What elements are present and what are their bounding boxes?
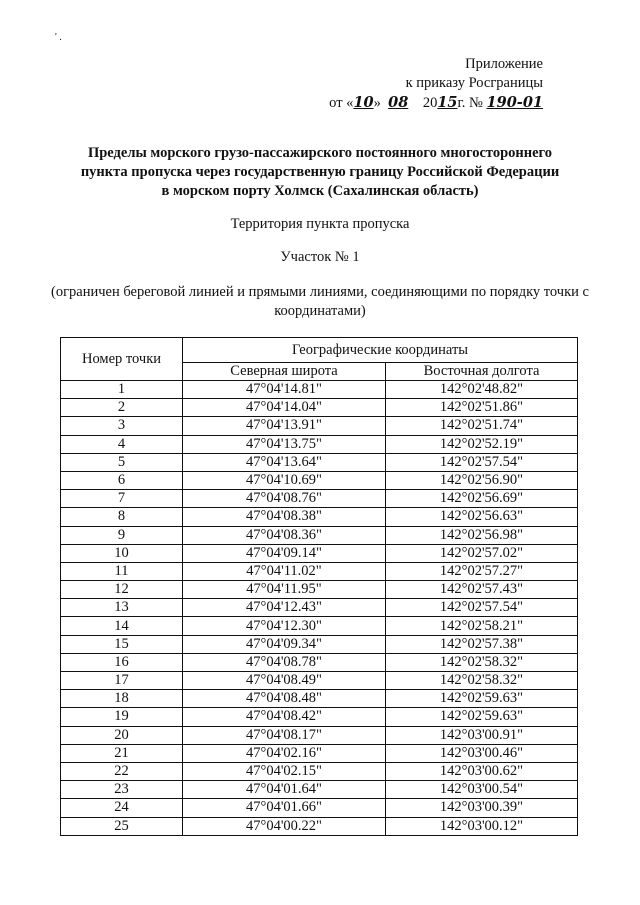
title-line-3: в морском порту Холмск (Сахалинская область) bbox=[161, 183, 479, 199]
longitude-cell: 142°02'57.54" bbox=[386, 453, 578, 471]
table-row bbox=[61, 562, 578, 580]
point-number-cell: 19 bbox=[61, 708, 183, 726]
longitude-cell: 142°02'52.19" bbox=[386, 435, 578, 453]
table-row bbox=[61, 653, 578, 671]
order-reference: к приказу Росграницы bbox=[405, 75, 543, 91]
point-number-cell: 16 bbox=[61, 653, 183, 671]
latitude-cell: 47°04'01.64" bbox=[183, 781, 386, 799]
table-row bbox=[61, 508, 578, 526]
latitude-cell: 47°04'08.36" bbox=[183, 526, 386, 544]
longitude-cell: 142°03'00.91" bbox=[386, 726, 578, 744]
point-number-cell: 2 bbox=[61, 399, 183, 417]
date-mid: » bbox=[373, 95, 381, 111]
table-row bbox=[61, 544, 578, 562]
year-prefix: 20 bbox=[422, 95, 438, 111]
table-row bbox=[61, 581, 578, 599]
longitude-cell: 142°02'57.43" bbox=[386, 581, 578, 599]
latitude-cell: 47°04'14.04" bbox=[183, 399, 386, 417]
point-number-cell: 14 bbox=[61, 617, 183, 635]
table-row bbox=[61, 744, 578, 762]
point-number-cell: 13 bbox=[61, 599, 183, 617]
point-number-cell: 11 bbox=[61, 562, 183, 580]
table-row bbox=[61, 708, 578, 726]
latitude-cell: 47°04'08.42" bbox=[183, 708, 386, 726]
point-number-cell: 20 bbox=[61, 726, 183, 744]
longitude-cell: 142°02'59.63" bbox=[386, 708, 578, 726]
latitude-cell: 47°04'08.49" bbox=[183, 672, 386, 690]
latitude-cell: 47°04'11.95" bbox=[183, 581, 386, 599]
order-year: 15 bbox=[437, 94, 458, 111]
latitude-cell: 47°04'09.14" bbox=[183, 544, 386, 562]
longitude-cell: 142°02'51.86" bbox=[386, 399, 578, 417]
table-row bbox=[61, 417, 578, 435]
title-line-1: Пределы морского грузо-пассажирского постоянного многостороннего bbox=[87, 145, 553, 161]
section-heading: Участок № 1 bbox=[280, 249, 360, 265]
point-number-cell: 12 bbox=[61, 581, 183, 599]
longitude-cell: 142°02'56.90" bbox=[386, 471, 578, 489]
longitude-cell: 142°02'57.54" bbox=[386, 599, 578, 617]
latitude-cell: 47°04'00.22" bbox=[183, 817, 386, 835]
appendix-label: Приложение bbox=[465, 56, 543, 72]
longitude-cell: 142°03'00.62" bbox=[386, 762, 578, 780]
longitude-cell: 142°03'00.54" bbox=[386, 781, 578, 799]
latitude-cell: 47°04'08.78" bbox=[183, 653, 386, 671]
latitude-cell: 47°04'08.48" bbox=[183, 690, 386, 708]
section-note: (ограничен береговой линией и прямыми линиями, соединяющими по порядку точки с координатами) bbox=[51, 284, 589, 319]
territory-heading: Территория пункта пропуска bbox=[230, 216, 410, 232]
table-row bbox=[61, 690, 578, 708]
longitude-cell: 142°03'00.46" bbox=[386, 744, 578, 762]
coordinates-table bbox=[60, 337, 578, 836]
table-row bbox=[61, 799, 578, 817]
point-number-cell: 15 bbox=[61, 635, 183, 653]
latitude-cell: 47°04'02.15" bbox=[183, 762, 386, 780]
table-row bbox=[61, 526, 578, 544]
point-number-cell: 22 bbox=[61, 762, 183, 780]
table-row bbox=[61, 617, 578, 635]
header-geo-coordinates: Географические координаты bbox=[183, 338, 578, 363]
point-number-cell: 25 bbox=[61, 817, 183, 835]
header-point-number: Номер точки bbox=[61, 338, 183, 381]
longitude-cell: 142°02'57.38" bbox=[386, 635, 578, 653]
point-number-cell: 17 bbox=[61, 672, 183, 690]
table-row bbox=[61, 781, 578, 799]
date-prefix: от « bbox=[329, 95, 354, 111]
latitude-cell: 47°04'10.69" bbox=[183, 471, 386, 489]
latitude-cell: 47°04'14.81" bbox=[183, 381, 386, 399]
point-number-cell: 9 bbox=[61, 526, 183, 544]
point-number-cell: 4 bbox=[61, 435, 183, 453]
latitude-cell: 47°04'12.43" bbox=[183, 599, 386, 617]
latitude-cell: 47°04'13.75" bbox=[183, 435, 386, 453]
table-row bbox=[61, 435, 578, 453]
point-number-cell: 3 bbox=[61, 417, 183, 435]
point-number-cell: 18 bbox=[61, 690, 183, 708]
coordinates-body bbox=[61, 381, 578, 836]
latitude-cell: 47°04'13.91" bbox=[183, 417, 386, 435]
table-row bbox=[61, 490, 578, 508]
latitude-cell: 47°04'08.38" bbox=[183, 508, 386, 526]
longitude-cell: 142°02'58.32" bbox=[386, 653, 578, 671]
latitude-cell: 47°04'13.64" bbox=[183, 453, 386, 471]
point-number-cell: 10 bbox=[61, 544, 183, 562]
table-row bbox=[61, 453, 578, 471]
header-latitude: Северная широта bbox=[183, 363, 386, 381]
longitude-cell: 142°02'57.27" bbox=[386, 562, 578, 580]
table-row bbox=[61, 381, 578, 399]
point-number-cell: 6 bbox=[61, 471, 183, 489]
table-row bbox=[61, 471, 578, 489]
latitude-cell: 47°04'08.17" bbox=[183, 726, 386, 744]
longitude-cell: 142°02'56.63" bbox=[386, 508, 578, 526]
latitude-cell: 47°04'08.76" bbox=[183, 490, 386, 508]
document-title bbox=[50, 144, 590, 201]
table-row bbox=[61, 726, 578, 744]
appendix-header bbox=[303, 55, 543, 113]
longitude-cell: 142°02'58.32" bbox=[386, 672, 578, 690]
order-month: 08 bbox=[388, 94, 409, 111]
longitude-cell: 142°03'00.39" bbox=[386, 799, 578, 817]
longitude-cell: 142°02'51.74" bbox=[386, 417, 578, 435]
table-row bbox=[61, 817, 578, 835]
table-row bbox=[61, 599, 578, 617]
scan-marks: ' . bbox=[55, 32, 62, 43]
header-longitude: Восточная долгота bbox=[386, 363, 578, 381]
latitude-cell: 47°04'01.66" bbox=[183, 799, 386, 817]
longitude-cell: 142°03'00.12" bbox=[386, 817, 578, 835]
longitude-cell: 142°02'58.21" bbox=[386, 617, 578, 635]
longitude-cell: 142°02'57.02" bbox=[386, 544, 578, 562]
order-number: 190-01 bbox=[486, 94, 543, 111]
latitude-cell: 47°04'11.02" bbox=[183, 562, 386, 580]
number-label: г. № bbox=[457, 95, 483, 111]
point-number-cell: 23 bbox=[61, 781, 183, 799]
point-number-cell: 7 bbox=[61, 490, 183, 508]
longitude-cell: 142°02'59.63" bbox=[386, 690, 578, 708]
point-number-cell: 1 bbox=[61, 381, 183, 399]
table-row bbox=[61, 635, 578, 653]
latitude-cell: 47°04'09.34" bbox=[183, 635, 386, 653]
point-number-cell: 8 bbox=[61, 508, 183, 526]
table-row bbox=[61, 762, 578, 780]
point-number-cell: 24 bbox=[61, 799, 183, 817]
title-line-2: пункта пропуска через государственную границу Российской Федерации bbox=[80, 164, 560, 180]
longitude-cell: 142°02'56.69" bbox=[386, 490, 578, 508]
point-number-cell: 5 bbox=[61, 453, 183, 471]
longitude-cell: 142°02'56.98" bbox=[386, 526, 578, 544]
latitude-cell: 47°04'02.16" bbox=[183, 744, 386, 762]
point-number-cell: 21 bbox=[61, 744, 183, 762]
order-day: 10 bbox=[353, 94, 374, 111]
table-row bbox=[61, 399, 578, 417]
latitude-cell: 47°04'12.30" bbox=[183, 617, 386, 635]
order-date-line bbox=[303, 93, 543, 113]
table-row bbox=[61, 672, 578, 690]
longitude-cell: 142°02'48.82" bbox=[386, 381, 578, 399]
